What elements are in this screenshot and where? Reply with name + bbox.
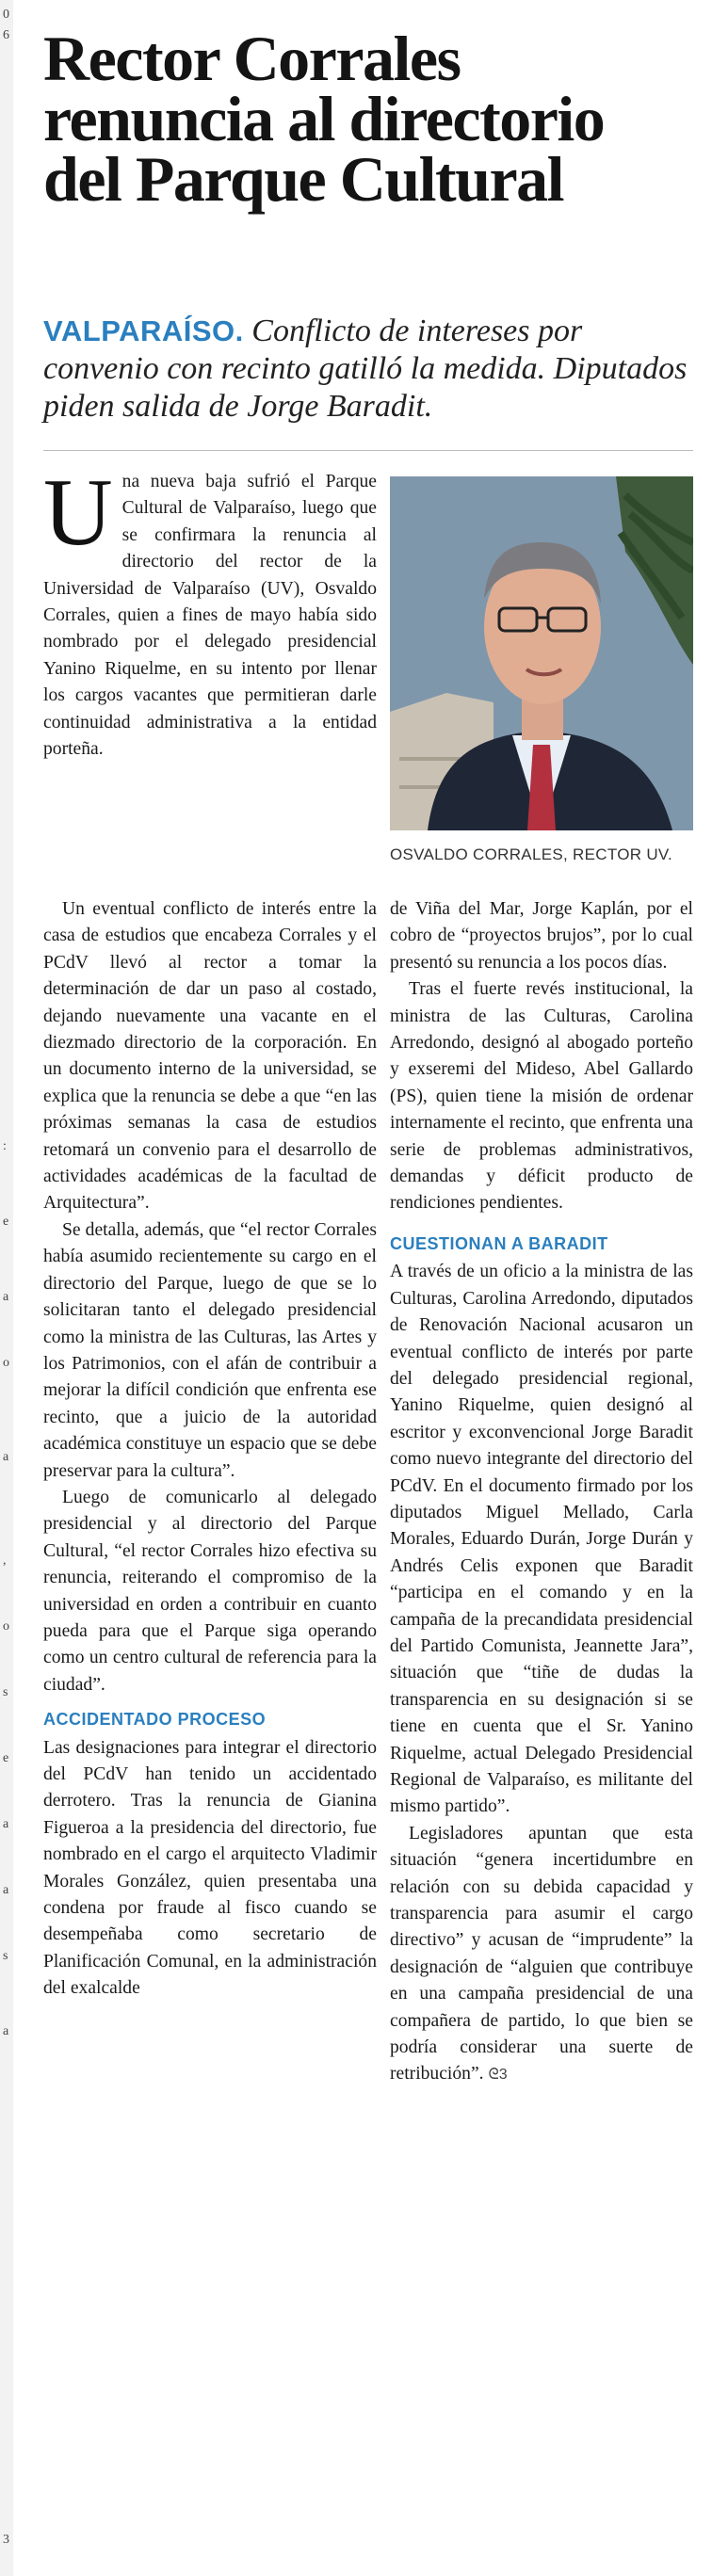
gutter-fragment: a xyxy=(3,1450,9,1464)
deck xyxy=(43,313,693,426)
subhead-baradit: CUESTIONAN A BARADIT xyxy=(390,1233,608,1253)
gutter-fragment: e xyxy=(3,1215,9,1229)
column-left-cont xyxy=(43,896,377,2003)
paragraph: A través de un oficio a la ministra de las Culturas, Carolina Arredondo, diputados de Renovación Nacional acusaron un eventual conflicto de interés por parte del delegado presidencial regional, Yanino Riquelme, quien designó al escritor y exconvencional Jorge Baradit como nuevo integrante del directorio del PCdV. En el documento firmado por los diputados Miguel Mellado, Carla Morales, Eduardo Durán, Jorge Durán y Andrés Celis exponen que Baradit “participa en el comando y en la campaña de la precandidata presidencial del Partido Comunista, Jeannette Jara”, situación que “tiñe de dudas la transparencia en su designación si se tiene en cuenta que el Sr. Yanino Riquelme, actual Delegado Presidencial Regional de Valparaíso, es militante del mismo partido”. xyxy=(390,1262,693,1817)
page-gutter xyxy=(0,0,13,2576)
gutter-fragment: o xyxy=(3,1619,9,1634)
gutter-fragment: 0 xyxy=(3,8,9,22)
gutter-fragment: : xyxy=(3,1139,7,1153)
paragraph: Tras el fuerte revés institucional, la ministra de las Culturas, Carolina Arredondo, designó al abogado porteño y exseremi del Mideso, Abel Gallardo (PS), quien tiene la misión de ordenar internamente el recinto, que enfrenta una serie de problemas administrativos, demandas y déficit producto de rendiciones pendientes. xyxy=(390,979,693,1214)
gutter-fragment: a xyxy=(3,1290,9,1304)
portrait-illustration xyxy=(390,476,693,830)
paragraph: Las designaciones para integrar el directorio del PCdV han tenido un accidentado derrotero. Tras la renuncia de Gianina Figueroa a la presidencia del directorio, fue nombrado en el cargo el arquitecto Vladimir Morales González, quien presentaba una condena por fraude al fisco cuando se desempeñaba como secretario de Planificación Comunal, en la administración del exalcalde xyxy=(43,1737,377,1999)
gutter-fragment: e xyxy=(3,1751,9,1765)
paragraph: Luego de comunicarlo al delegado presidencial y al directorio del Parque Cultural, “el rector Corrales hizo efectiva su renuncia, reiterando el compromiso de la universidad en orden a contribuir en cuanto pueda para que el Parque siga operando como un centro cultural de referencia para la ciudad”. xyxy=(43,1487,377,1695)
divider xyxy=(43,450,693,451)
column-left xyxy=(43,459,377,763)
gutter-fragment: a xyxy=(3,1883,9,1897)
lead-text: na nueva baja sufrió el Parque Cultural de Valparaíso, luego que se confirmara la renuncia al directorio del rector de la Universidad de Valparaíso (UV), Osvaldo Corrales, quien a fines de mayo había sido nombrado por el delegado presidencial Yanino Riquelme, en su intento por llenar los cargos vacantes que permitieran darle continuidad administrativa a la entidad porteña. xyxy=(43,472,377,760)
portrait-photo xyxy=(390,476,693,830)
paragraph: Se detalla, además, que “el rector Corrales había asumido recientemente su cargo en el directorio del Parque, luego de que se lo solicitaran tanto el delegado presidencial como la ministra de las Culturas, las Artes y los Patrimonios, con el afán de contribuir a mejorar la difícil condición que enfrenta ese recinto, que a juicio de la autoridad académica constituye un espacio que se debe preservar para la cultura”. xyxy=(43,1219,377,1481)
paragraph xyxy=(390,1821,693,2089)
end-mark: ᘓ3 xyxy=(488,2067,508,2084)
paragraph-text: Legisladores apuntan que esta situación “genera incertidumbre en relación con su debida capacidad y transparencia para asumir el cargo directivo” y acusan de “imprudente” la designación de “alguien que contribuye en una campaña presidencial de una compañera de partido, lo que bien se podría considerar una suerte de retribución”. xyxy=(390,1823,693,2085)
drop-cap: U xyxy=(43,459,113,566)
paragraph: de Viña del Mar, Jorge Kaplán, por el cobro de “proyectos brujos”, por lo cual presentó su renuncia a los pocos días. xyxy=(390,899,693,973)
gutter-fragment: o xyxy=(3,1356,9,1370)
photo-caption: OSVALDO CORRALES, RECTOR UV. xyxy=(390,845,672,863)
headline xyxy=(43,23,693,215)
gutter-fragment: , xyxy=(3,1554,7,1568)
deck-text: Conflicto de intereses por convenio con recinto gatilló la medida. Diputados piden salida de Jorge Baradit. xyxy=(43,314,688,424)
headline-line: Rector Corrales xyxy=(43,23,461,94)
column-right xyxy=(390,896,693,2089)
headline-line: del Parque Cultural xyxy=(43,143,564,215)
gutter-fragment: s xyxy=(3,1949,8,1963)
lead-paragraph xyxy=(43,459,377,763)
gutter-fragment: a xyxy=(3,1817,9,1831)
gutter-fragment: 3 xyxy=(3,2533,9,2547)
gutter-fragment: s xyxy=(3,1685,8,1699)
dateline-place: VALPARAÍSO. xyxy=(43,314,244,347)
gutter-fragment: a xyxy=(3,2024,9,2038)
paragraph: Un eventual conflicto de interés entre la casa de estudios que encabeza Corrales y el PCdV llevó al rector a tomar la determinación de dar un paso al costado, dejando nuevamente una vacante en el diezmado directorio de la corporación. En un documento interno de la universidad, se explica que la renuncia se debe a que “en las próximas semanas la casa de estudios retomará un convenio para el desarrollo de actividades académicas de la facultad de Arquitectura”. xyxy=(43,899,377,1214)
subhead-accidentado: ACCIDENTADO PROCESO xyxy=(43,1710,267,1730)
gutter-fragment: 6 xyxy=(3,28,9,42)
headline-line: renuncia al directorio xyxy=(43,83,605,154)
